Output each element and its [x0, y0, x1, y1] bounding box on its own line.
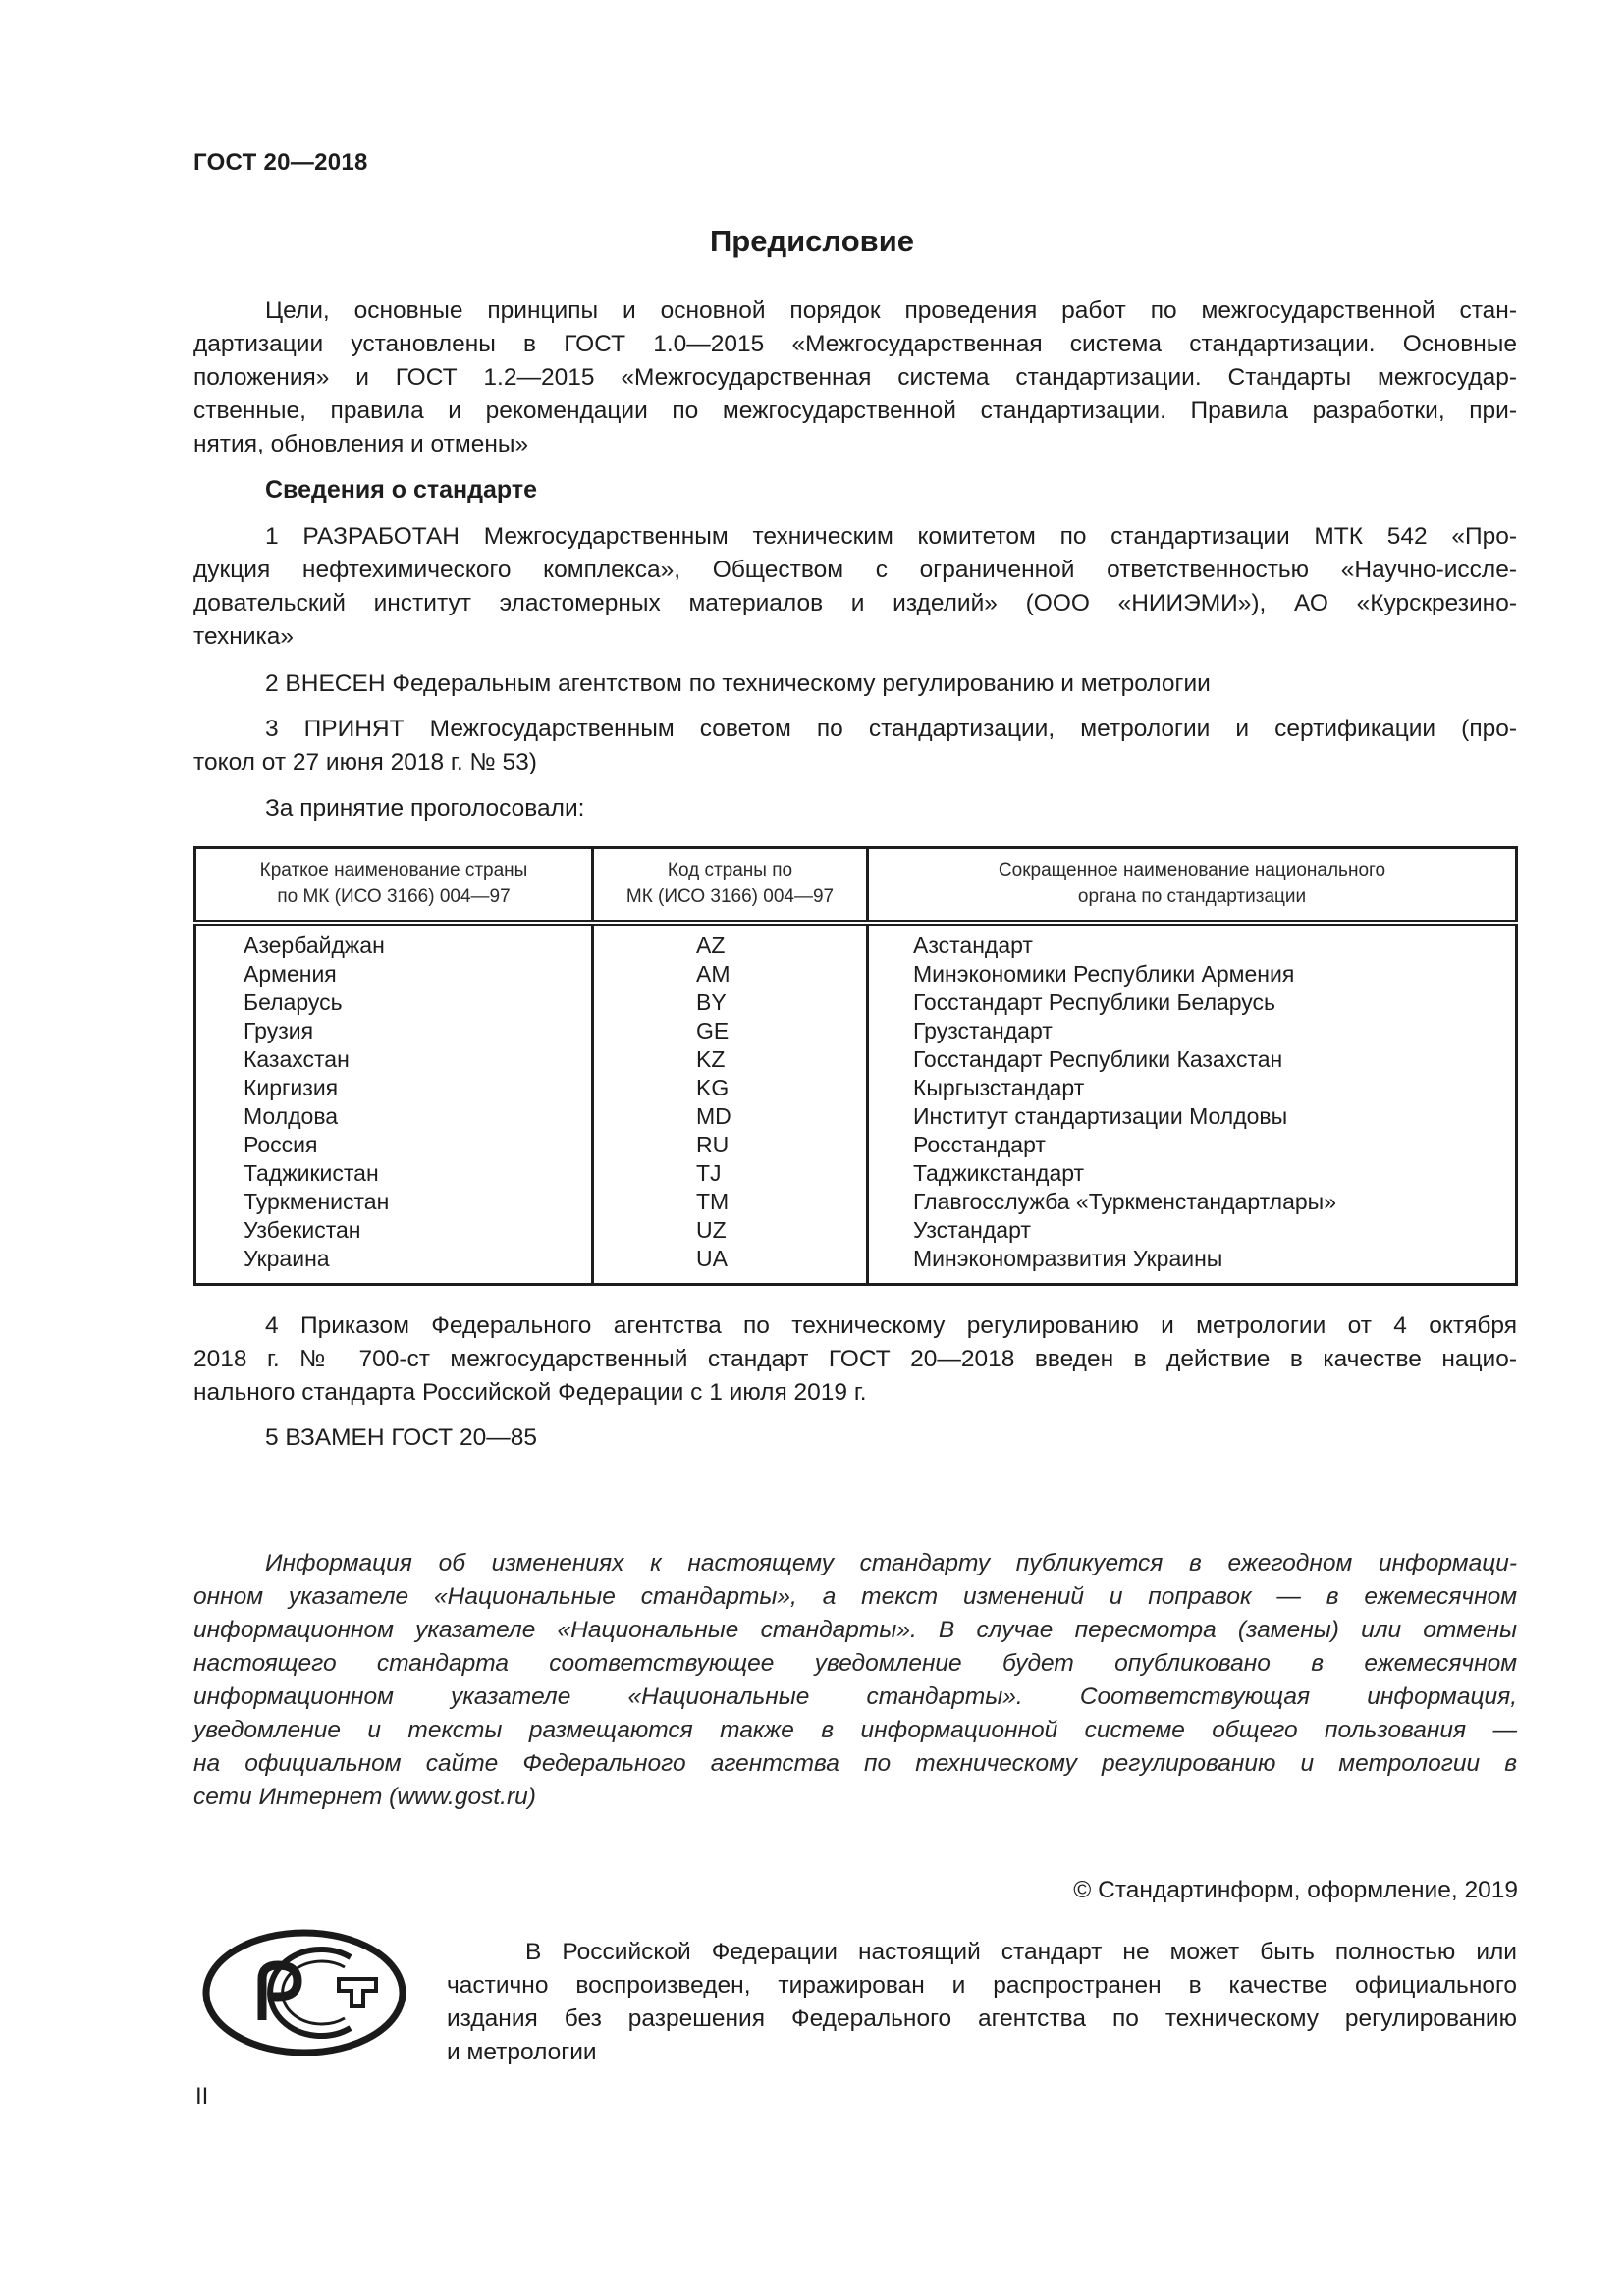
- item-4-enacted-by: [193, 1309, 1517, 1410]
- national-body-cell: Минэкономики Республики Армения: [868, 960, 1517, 988]
- code-cell: KG: [593, 1074, 868, 1102]
- text-line: ственные, правила и рекомендации по межгосударственной стандартизации. Правила разработки, при-: [193, 398, 1517, 424]
- text-line: информационном указателе «Национальные стандарты». Соответствующая информация,: [193, 1683, 1517, 1710]
- text-line: 3 ПРИНЯТ Межгосударственным советом по стандартизации, метрологии и сертификации (про-: [265, 716, 1517, 742]
- national-body-cell: Главгосслужба «Туркменстандартлары»: [868, 1188, 1517, 1216]
- national-body-cell: Институт стандартизации Молдовы: [868, 1102, 1517, 1131]
- text-line: информационном указателе «Национальные стандарты». В случае пересмотра (замены) или отмены: [193, 1617, 1517, 1643]
- country-cell: Туркменистан: [244, 1189, 390, 1214]
- national-body-cell: Госстандарт Республики Беларусь: [868, 988, 1517, 1017]
- national-body-cell: Грузстандарт: [868, 1017, 1517, 1045]
- country-cell: Украина: [244, 1246, 330, 1271]
- table-row: [195, 1045, 1517, 1074]
- text-line: нального стандарта Российской Федерации с 1 июля 2019 г.: [193, 1379, 867, 1406]
- intro-paragraph: [193, 294, 1517, 461]
- text-line: нятия, обновления и отмены»: [193, 431, 529, 457]
- table-row: [195, 1074, 1517, 1102]
- column-header-country: [195, 848, 593, 924]
- code-cell: RU: [593, 1131, 868, 1159]
- country-cell: Азербайджан: [244, 933, 385, 958]
- text-line: онном указателе «Национальные стандарты», а текст изменений и поправок — в ежемесячном: [193, 1583, 1517, 1610]
- country-cell: Беларусь: [244, 989, 343, 1015]
- code-cell: AZ: [593, 923, 868, 960]
- table-row: [195, 960, 1517, 988]
- text-line: на официальном сайте Федерального агентства по техническому регулированию и метрологии в: [193, 1750, 1517, 1777]
- table-row: [195, 988, 1517, 1017]
- country-cell: Россия: [244, 1132, 318, 1157]
- national-body-cell: Минэкономразвития Украины: [868, 1245, 1517, 1285]
- code-cell: KZ: [593, 1045, 868, 1074]
- copyright-notice: © Стандартинформ, оформление, 2019: [1073, 1877, 1518, 1903]
- text-line: дукция нефтехимического комплекса», Обществом с ограниченной ответственностью «Научно-иссле-: [193, 557, 1517, 583]
- changes-notice-paragraph: [193, 1547, 1517, 1814]
- text-line: издания без разрешения Федерального агентства по техническому регулированию: [447, 2005, 1517, 2032]
- table-row: [195, 1159, 1517, 1188]
- code-cell: UZ: [593, 1216, 868, 1245]
- rights-notice: [447, 1936, 1517, 2069]
- document-code: ГОСТ 20—2018: [193, 149, 368, 176]
- national-body-cell: Таджикстандарт: [868, 1159, 1517, 1188]
- standard-info-heading: Сведения о стандарте: [265, 476, 538, 504]
- country-cell: Таджикистан: [244, 1160, 379, 1186]
- country-cell: Молдова: [244, 1103, 339, 1129]
- country-cell: Узбекистан: [244, 1217, 361, 1243]
- table-row: [195, 1188, 1517, 1216]
- table-row: [195, 1131, 1517, 1159]
- text-line: дартизации установлены в ГОСТ 1.0—2015 «Межгосударственная система стандартизации. Основные: [193, 331, 1517, 357]
- text-line: сети Интернет (www.gost.ru): [193, 1784, 536, 1810]
- table-row: [195, 1017, 1517, 1045]
- national-body-cell: Росстандарт: [868, 1131, 1517, 1159]
- item-3-adopted-by: [193, 713, 1517, 779]
- header-line: МК (ИСО 3166) 004—97: [625, 886, 835, 907]
- text-line: положения» и ГОСТ 1.2—2015 «Межгосударственная система стандартизации. Стандарты межгосудар-: [193, 364, 1517, 391]
- voting-countries-table: [193, 846, 1518, 1286]
- text-line: 2018 г. № 700-ст межгосударственный стандарт ГОСТ 20—2018 введен в действие в качестве нацио-: [193, 1346, 1517, 1372]
- table-row: [195, 923, 1517, 960]
- text-line: 1 РАЗРАБОТАН Межгосударственным техническим комитетом по стандартизации МТК 542 «Про-: [265, 523, 1517, 550]
- table-header-row: [195, 848, 1517, 924]
- header-line: органа по стандартизации: [1077, 886, 1307, 907]
- table-row: [195, 1216, 1517, 1245]
- code-cell: GE: [593, 1017, 868, 1045]
- table-row: [195, 1102, 1517, 1131]
- code-cell: TM: [593, 1188, 868, 1216]
- page-title: Предисловие: [709, 224, 914, 258]
- national-body-cell: Азстандарт: [868, 923, 1517, 960]
- text-line: Цели, основные принципы и основной порядок проведения работ по межгосударственной стан-: [265, 297, 1517, 324]
- text-line: уведомление и тексты размещаются также в информационной системе общего пользования —: [193, 1717, 1517, 1743]
- national-body-cell: Узстандарт: [868, 1216, 1517, 1245]
- text-line: техника»: [193, 623, 295, 650]
- code-cell: BY: [593, 988, 868, 1017]
- code-cell: UA: [593, 1245, 868, 1285]
- header-line: Сокращенное наименование национального: [998, 860, 1386, 881]
- table-row: [195, 1245, 1517, 1285]
- country-cell: Казахстан: [244, 1046, 350, 1072]
- country-cell: Грузия: [244, 1018, 314, 1043]
- header-line: Краткое наименование страны: [259, 860, 528, 881]
- header-line: Код страны по: [667, 860, 793, 881]
- national-body-cell: Госстандарт Республики Казахстан: [868, 1045, 1517, 1074]
- text-line: токол от 27 июня 2018 г. № 53): [193, 749, 537, 775]
- text-line: довательский институт эластомерных материалов и изделий» (ООО «НИИЭМИ»), АО «Курскрезино-: [193, 590, 1517, 616]
- code-cell: MD: [593, 1102, 868, 1131]
- page-number: II: [195, 2083, 209, 2109]
- national-body-cell: Кыргызстандарт: [868, 1074, 1517, 1102]
- country-cell: Киргизия: [244, 1075, 339, 1100]
- text-line: В Российской Федерации настоящий стандарт не может быть полностью или: [525, 1939, 1517, 1965]
- item-2-submitted-by: 2 ВНЕСЕН Федеральным агентством по техническому регулированию и метрологии: [265, 670, 1211, 697]
- text-line: 4 Приказом Федерального агентства по техническому регулированию и метрологии от 4 октября: [265, 1312, 1517, 1339]
- column-header-code: [593, 848, 868, 924]
- code-cell: AM: [593, 960, 868, 988]
- text-line: Информация об изменениях к настоящему стандарту публикуется в ежегодном информаци-: [265, 1550, 1517, 1576]
- vote-caption: За принятие проголосовали:: [265, 795, 585, 822]
- country-cell: Армения: [244, 961, 337, 987]
- rst-certification-mark-icon: [201, 1928, 407, 2057]
- column-header-national-body: [868, 848, 1517, 924]
- code-cell: TJ: [593, 1159, 868, 1188]
- header-line: по МК (ИСО 3166) 004—97: [277, 886, 511, 907]
- text-line: частично воспроизведен, тиражирован и распространен в качестве официального: [447, 1972, 1517, 1999]
- item-1-developed-by: [193, 520, 1517, 654]
- text-line: настоящего стандарта соответствующее уведомление будет опубликовано в ежемесячном: [193, 1650, 1517, 1677]
- item-5-replaces: 5 ВЗАМЕН ГОСТ 20—85: [265, 1424, 537, 1451]
- text-line: и метрологии: [447, 2039, 597, 2065]
